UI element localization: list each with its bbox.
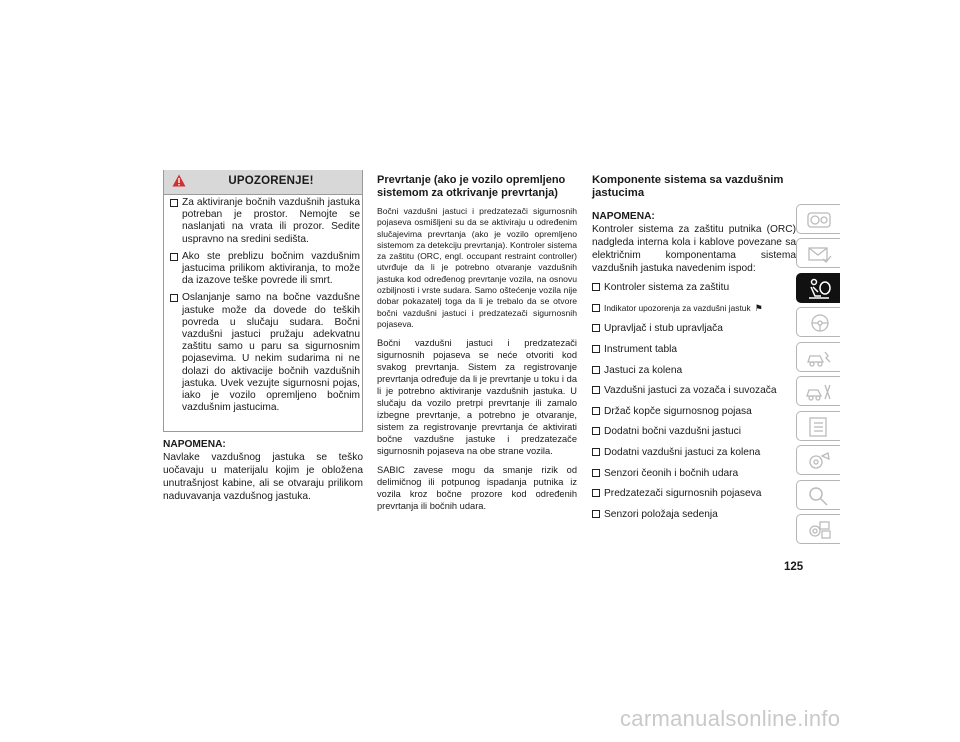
list-item: Senzori položaja sedenja xyxy=(592,508,796,521)
checkbox-bullet-icon xyxy=(592,386,600,394)
car-tools-icon xyxy=(805,381,833,403)
components-list xyxy=(592,281,796,521)
service-icon xyxy=(805,450,833,472)
watermark: carmanualsonline.info xyxy=(620,706,841,731)
middle-column xyxy=(377,174,577,519)
airbag-warning-icon: ⚑ xyxy=(754,302,763,313)
list-item: Instrument tabla xyxy=(592,343,796,356)
checkbox-bullet-icon xyxy=(592,304,600,312)
airbag-seat-icon xyxy=(805,278,833,300)
settings-language-icon xyxy=(805,519,833,541)
right-column xyxy=(592,174,796,528)
tab-specifications[interactable] xyxy=(796,411,840,441)
checkbox-bullet-icon xyxy=(592,510,600,518)
checkbox-bullet-icon xyxy=(170,253,178,261)
list-item: Jastuci za kolena xyxy=(592,364,796,377)
warning-header xyxy=(164,170,362,195)
list-item: Upravljač i stub upravljača xyxy=(592,322,796,335)
tab-safety[interactable] xyxy=(796,273,840,303)
note-text: Navlake vazdušnog jastuka se teško uočavaju u materijalu kojim je obložena unutrašnjost kabine, ali se otvaraju prilikom naduvavanja vazdušnog jastuka. xyxy=(163,452,363,502)
tab-language[interactable] xyxy=(796,514,840,544)
list-item: Predzatezači sigurnosnih pojaseva xyxy=(592,487,796,500)
paragraph: SABIC zavese mogu da smanje rizik od delimičnog ili potpunog ispadanja putnika iz vozila kroz bočne prozore kod određenih prevrtanja ili bočnih udara. xyxy=(377,465,577,512)
tab-index[interactable] xyxy=(796,480,840,510)
checkbox-bullet-icon xyxy=(592,427,600,435)
list-item: Indikator upozorenja za vazdušni jastuk ⚑ xyxy=(592,302,796,315)
list-item: Oslanjanje samo na bočne vazdušne jastuke može da dovede do teških povreda u slučaju sudara. Bočni vazdušni jastuci pružaju adekvatnu zaštitu samo u paru sa sigurnosnim pojasevima. U nekim sudarima ni ne dolazi do aktivacije bočnih vazdušnih jastuka. Uvek vezujte sigurnosni pojas, iako je vozilo opremljeno bočnim vazdušnim jastucima. xyxy=(170,292,360,414)
paragraph: Bočni vazdušni jastuci i predzatezači sigurnosnih pojaseva osmišljeni su da se aktiviraju u određenim slučajevima prevrtanja (ako je vozilo opremljeno sistemom za detekciju prevrtanja). Kontroler sistema za zaštitu (ORC, engl. occupant restraint controller) utvrđuje da li je potrebno otvaranje vazdušnih jastuka kod određenog prevrtanje vozila, na osnovu ozbiljnosti i vrste sudara. Samo oštećenje vozila nije dobar pokazatelj toga da li je trebalo da se otvore bočni vazdušni jastuci i predzatezači sigurnosnih pojaseva. xyxy=(377,206,577,329)
note-heading: NAPOMENA: xyxy=(592,211,655,222)
list-item: Dodatni vazdušni jastuci za kolena xyxy=(592,446,796,459)
list-item: Držač kopče sigurnosnog pojasa xyxy=(592,405,796,418)
checkbox-bullet-icon xyxy=(592,345,600,353)
list-item: Dodatni bočni vazdušni jastuci xyxy=(592,425,796,438)
crash-car-icon xyxy=(805,347,833,369)
note-text: Kontroler sistema za zaštitu putnika (ORC) nadgleda interna kola i kablove povezane sa električnim komponentama sistema vazdušnih jastuka navedenim ispod: xyxy=(592,224,796,274)
warning-box xyxy=(163,170,363,432)
checkbox-bullet-icon xyxy=(592,366,600,374)
checkbox-bullet-icon xyxy=(592,489,600,497)
note-heading: NAPOMENA: xyxy=(163,439,226,450)
checkbox-bullet-icon xyxy=(592,283,600,291)
search-icon xyxy=(805,485,833,507)
checkbox-bullet-icon xyxy=(592,448,600,456)
checkbox-bullet-icon xyxy=(170,199,178,207)
warning-list xyxy=(170,197,360,419)
tab-service[interactable] xyxy=(796,376,840,406)
mail-check-icon xyxy=(805,243,833,265)
checklist-icon xyxy=(805,416,833,438)
tab-emergency[interactable] xyxy=(796,342,840,372)
tab-messages[interactable] xyxy=(796,238,840,268)
list-item: Ako ste preblizu bočnim vazdušnim jastucima prilikom aktiviranja, to može da izazove teške povrede ili smrt. xyxy=(170,251,360,288)
section-heading-rollover: Prevrtanje (ako je vozilo opremljeno sistemom za otkrivanje prevrtanja) xyxy=(377,174,566,199)
checkbox-bullet-icon xyxy=(170,294,178,302)
checkbox-bullet-icon xyxy=(592,407,600,415)
tab-dashboard[interactable] xyxy=(796,204,840,234)
checkbox-bullet-icon xyxy=(592,324,600,332)
page-number: 125 xyxy=(784,561,804,573)
right-note xyxy=(592,210,796,275)
left-note xyxy=(163,438,363,503)
list-item: Senzori čeonih i bočnih udara xyxy=(592,467,796,480)
section-heading-components: Komponente sistema sa vazdušnim jastucima xyxy=(592,174,784,199)
tab-driving[interactable] xyxy=(796,307,840,337)
checkbox-bullet-icon xyxy=(592,469,600,477)
warning-title: UPOZORENJE! xyxy=(228,175,314,187)
list-item: Vazdušni jastuci za vozača i suvozača xyxy=(592,384,796,397)
list-item: Kontroler sistema za zaštitu xyxy=(592,281,796,294)
steering-wheel-icon xyxy=(805,312,833,334)
list-item: Za aktiviranje bočnih vazdušnih jastuka potreban je prostor. Nemojte se naslanjati na vrata ili prozor. Sedite uspravno na sredini sedišta. xyxy=(170,197,360,246)
dashboard-icon xyxy=(805,209,833,231)
paragraph: Bočni vazdušni jastuci i predzatezači sigurnosnih pojaseva se neće otvoriti kod svakog prevrtanja. Sistem za registrovanje prevrtanja određuje da li je prevrtanje u toku i da li je potrebno aktiviranje vazdušnih jastuka. U slučaju da vozilo pretrpi prevrtanje ili zamalo izbegne prevrtanje, a potrebno je otvaranje, sistem za registrovanje prevrtanja će aktivirati bočne vazdušne jastuke i predzatezače sigurnosnih pojaseva na obe strane vozila. xyxy=(377,338,577,457)
tab-multimedia[interactable] xyxy=(796,445,840,475)
